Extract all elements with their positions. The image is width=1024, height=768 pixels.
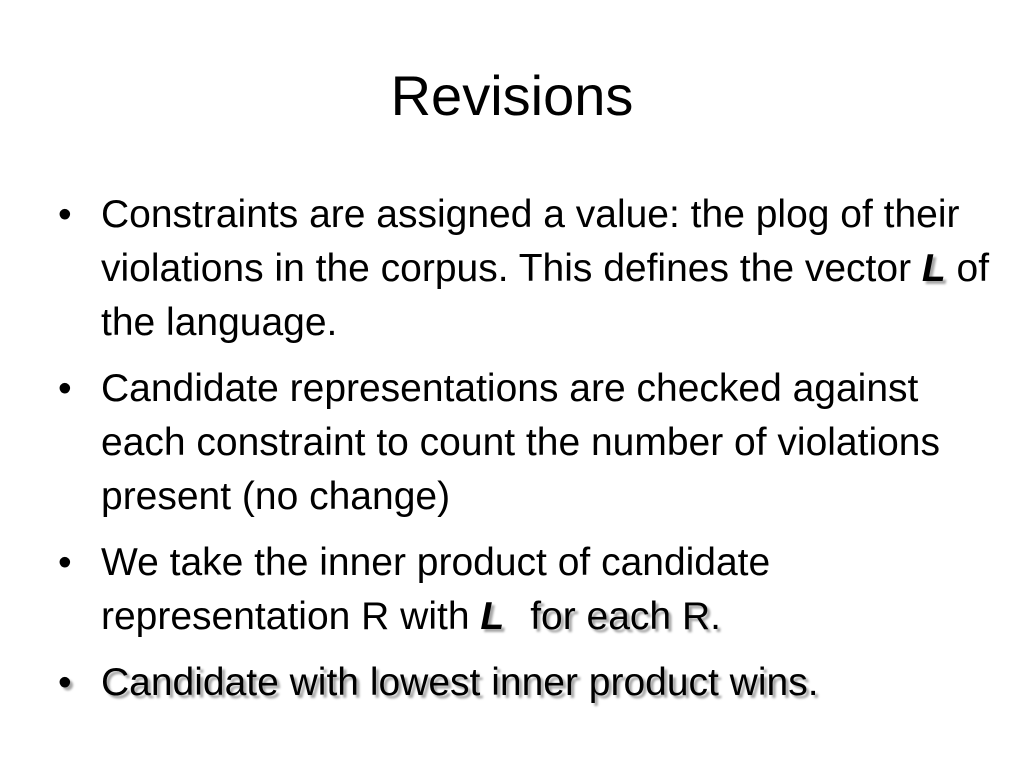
- bullet-1-text-start: Constraints are assigned a value: the plog of their violations in the corpus. This defines the vector: [101, 193, 960, 290]
- bullet-marker: •: [58, 367, 72, 410]
- bullet-item-3: [58, 536, 998, 644]
- bullet-marker: •: [58, 541, 72, 584]
- vector-l-symbol: L: [480, 595, 505, 638]
- vector-l-symbol: L: [921, 247, 946, 290]
- bullet-2-text: Candidate representations are checked against each constraint to count the number of violations present (no change): [101, 367, 940, 518]
- bullet-item-4: [58, 656, 998, 710]
- bullet-4-text: Candidate with lowest inner product wins.: [101, 661, 819, 704]
- bullet-item-2: [58, 362, 998, 524]
- slide-title: Revisions: [390, 64, 634, 127]
- bullet-marker: •: [58, 661, 72, 704]
- bullet-3-text-end: for each R.: [530, 595, 721, 638]
- bullet-list: [58, 188, 998, 722]
- bullet-3-text-start: We take the inner product of candidate representation R with: [101, 541, 771, 638]
- bullet-marker: •: [58, 193, 72, 236]
- bullet-item-1: [58, 188, 998, 350]
- bullet-1-text-end: of the language.: [101, 247, 990, 344]
